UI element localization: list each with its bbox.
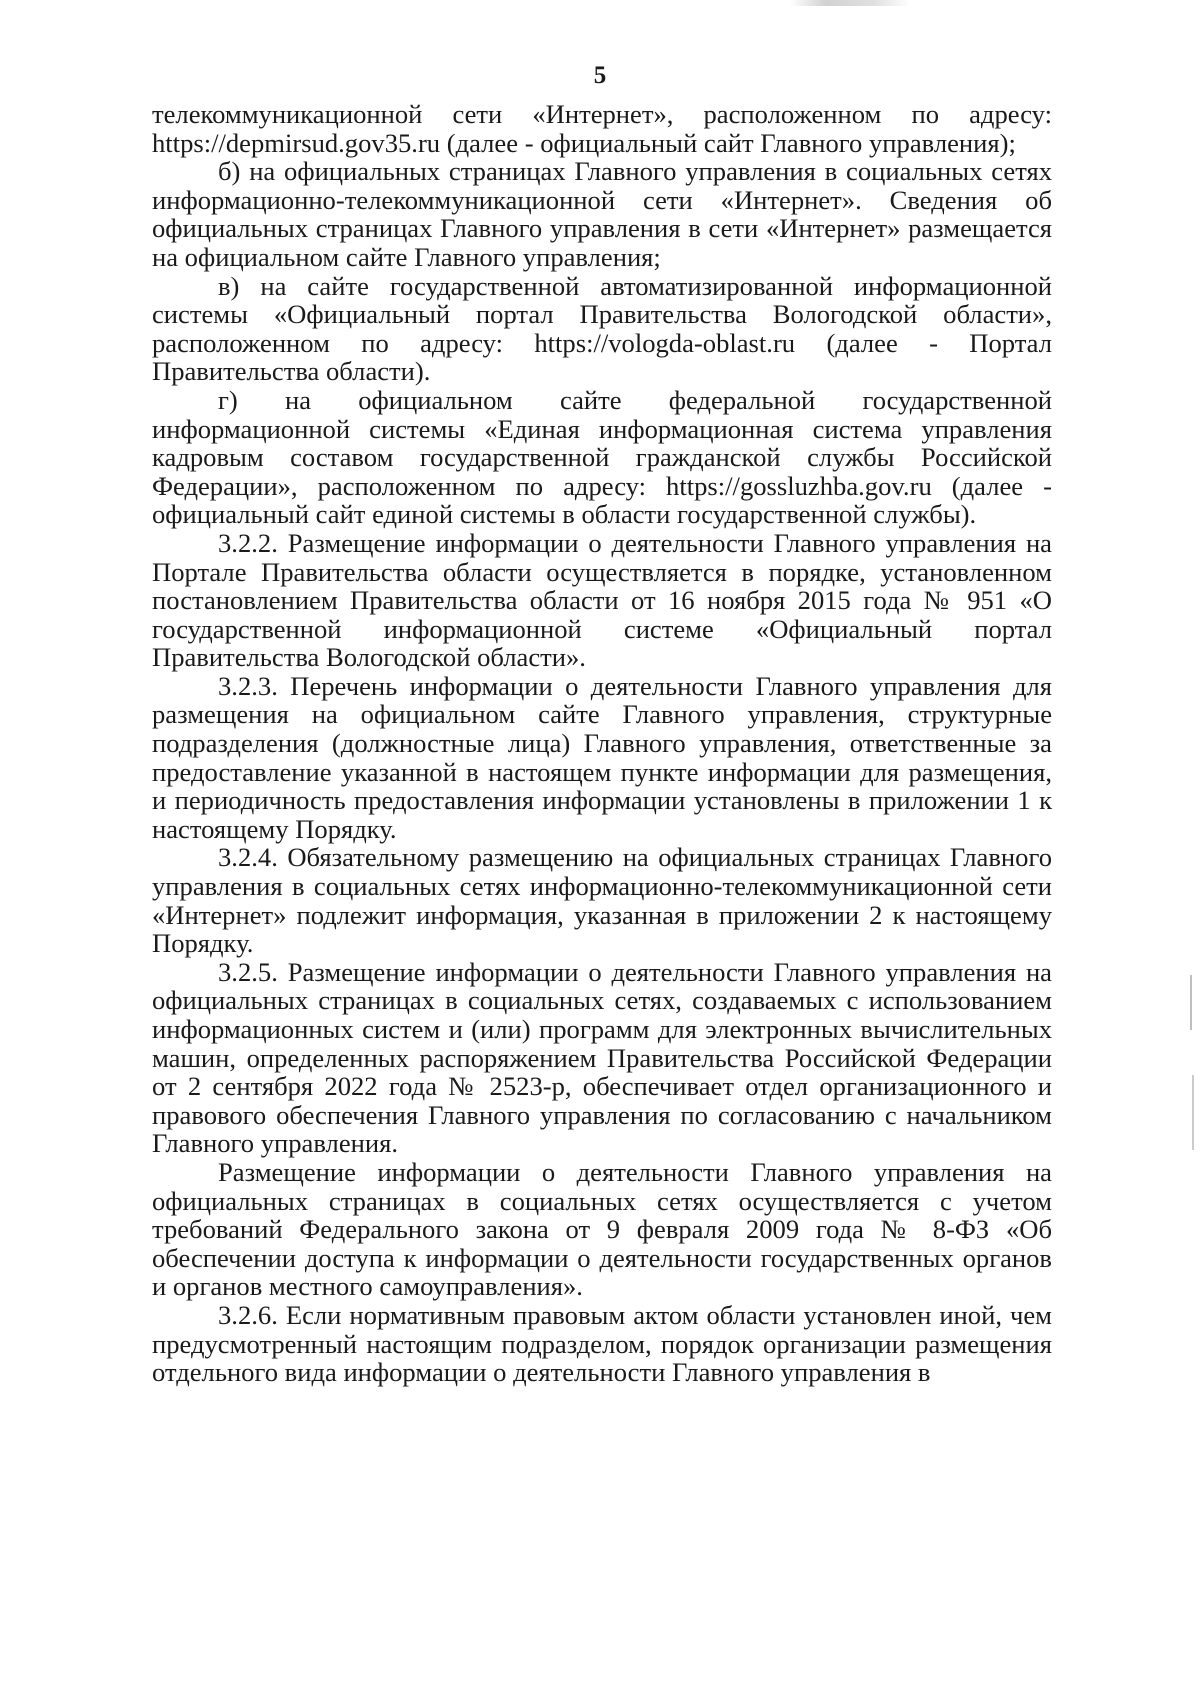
scan-artifact [1190,975,1192,1030]
document-body [152,100,1052,1387]
paragraph-3-2-4: 3.2.4. Обязательному размещению на официальных страницах Главного управления в социальных сетях информационно-телекоммуникационной сети «Интернет» подлежит информация, указанная в приложении 2 к настоящему Порядку. [152,842,1052,959]
paragraph-3-2-3: 3.2.3. Перечень информации о деятельности Главного управления для размещения на официальном сайте Главного управления, структурные подразделения (должностные лица) Главного управления, ответственные за предоставление указанной в настоящем пункте информации для размещения, и периодичность предоставления информации установлены в приложении 1 к настоящему Порядку. [152,670,1052,844]
scan-artifact [790,0,910,6]
scan-artifact [1192,1075,1194,1150]
page-number: 5 [593,62,607,89]
paragraph-3-2-6: 3.2.6. Если нормативным правовым актом области установлен иной, чем предусмотренный настоящим подразделом, порядок организации размещения отдельного вида информации о деятельности Главного управления в [152,1299,1052,1388]
paragraph-item-g: г) на официальном сайте федеральной государственной информационной системы «Единая информационная система управления кадровым составом государственной гражданской службы Российской Федерации», расположенном по адресу: https://gossluzhba.gov.ru (далее - официальный сайт единой системы в области государственной службы). [152,384,1052,530]
paragraph-3-2-5-cont: Размещение информации о деятельности Главного управления на официальных страницах в социальных сетях осуществляется с учетом требований Федерального закона от 9 февраля 2009 года № 8-ФЗ «Об обеспечении доступа к информации о деятельности государственных органов и органов местного самоуправления». [152,1156,1052,1302]
paragraph-continuation: телекоммуникационной сети «Интернет», расположенном по адресу: https://depmirsud.gov35.ru (далее - официальный сайт Главного управления); [152,99,1052,158]
paragraph-3-2-5: 3.2.5. Размещение информации о деятельности Главного управления на официальных страницах в социальных сетях, создаваемых с использованием информационных систем и (или) программ для электронных вычислительных машин, определенных распоряжением Правительства Российской Федерации от 2 сентября 2022 года № 2523-р, обеспечивает отдел организационного и правового обеспечения Главного управления по согласованию с начальником Главного управления. [152,956,1052,1159]
paragraph-item-v: в) на сайте государственной автоматизированной информационной системы «Официальный портал Правительства Вологодской области», расположенном по адресу: https://vologda-oblast.ru (далее - Портал Правительства области). [152,270,1052,387]
paragraph-3-2-2: 3.2.2. Размещение информации о деятельности Главного управления на Портале Правительства области осуществляется в порядке, установленном постановлением Правительства области от 16 ноября 2015 года № 951 «О государственной информационной системе «Официальный портал Правительства Вологодской области». [152,527,1052,673]
paragraph-item-b: б) на официальных страницах Главного управления в социальных сетях информационно-телекоммуникационной сети «Интернет». Сведения об официальных страницах Главного управления в сети «Интернет» размещается на официальном сайте Главного управления; [152,156,1052,272]
